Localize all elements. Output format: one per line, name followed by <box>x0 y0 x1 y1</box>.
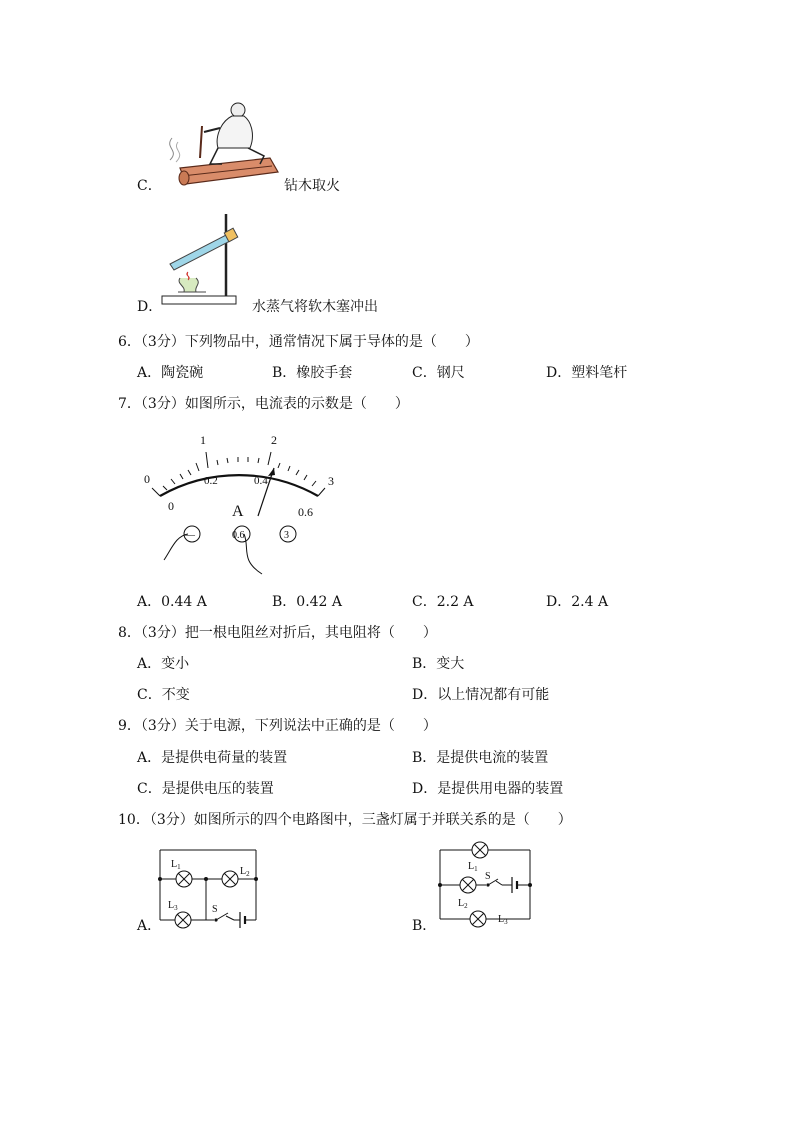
junction-left-b <box>438 883 442 887</box>
label-l3-a: $L_3$ <box>168 900 178 912</box>
q8-option-d: D．以上情况都有可能 <box>412 687 550 703</box>
lower-scale-0-4: 0.4 <box>254 475 268 487</box>
lower-scale-0: 0 <box>168 499 174 513</box>
q10-stem: 10．（3分）如图所示的四个电路图中，三盏灯属于并联关系的是（ ） <box>118 812 572 828</box>
label-l3-b: $L_3$ <box>498 914 508 926</box>
ammeter-dial <box>132 428 352 578</box>
q6-option-a: A．陶瓷碗 <box>137 365 204 381</box>
q8-option-b: B．变大 <box>412 656 465 672</box>
lamp-l1-a <box>176 871 192 887</box>
terminal-negative-label: — <box>185 530 195 541</box>
q9-option-a: A．是提供电荷量的装置 <box>137 750 288 766</box>
q9-stem: 9．（3分）关于电源，下列说法中正确的是（ ） <box>118 718 437 734</box>
steam-cork-figure <box>158 212 240 308</box>
upper-scale-3: 3 <box>328 474 334 488</box>
ammeter-unit: A <box>232 503 244 520</box>
lamp-l3-b <box>470 911 486 927</box>
circuit-b <box>436 838 536 934</box>
upper-scale-0: 0 <box>144 472 150 486</box>
q10-option-a: A． <box>137 918 162 934</box>
drilling-fire-figure <box>160 98 284 190</box>
q7-stem: 7．（3分）如图所示，电流表的示数是（ ） <box>118 396 409 412</box>
q7-option-c: C．2.2 A <box>412 594 474 610</box>
junction-right-b <box>528 883 532 887</box>
q8-option-c: C．不变 <box>137 687 190 703</box>
lamp-l2-b <box>460 877 476 893</box>
label-l2-b: $L_2$ <box>458 898 468 910</box>
junction-left-a <box>158 877 162 881</box>
q10-option-b: B． <box>412 918 437 934</box>
option-d-letter: D． <box>137 299 163 315</box>
terminal-0-6-label: 0.6 <box>232 530 245 541</box>
label-l2-a: $L_2$ <box>240 866 250 878</box>
lamp-l2-a <box>222 871 238 887</box>
q6-stem: 6．（3分）下列物品中，通常情况下属于导体的是（ ） <box>118 334 479 350</box>
q6-option-b: B．橡胶手套 <box>272 365 353 381</box>
junction-mid-a <box>204 877 208 881</box>
needle-arrowhead <box>268 468 275 476</box>
q8-stem: 8．（3分）把一根电阻丝对折后，其电阻将（ ） <box>118 625 437 641</box>
q6-option-d: D．塑料笔杆 <box>546 365 628 381</box>
q6-option-c: C．钢尺 <box>412 365 465 381</box>
q9-option-d: D．是提供用电器的装置 <box>412 781 564 797</box>
label-s-a: S <box>212 904 218 915</box>
terminal-3-label: 3 <box>284 530 289 541</box>
option-c-letter: C． <box>137 178 162 194</box>
lower-scale-0-6: 0.6 <box>298 505 313 519</box>
upper-scale-2: 2 <box>271 433 277 447</box>
option-c-caption: 钻木取火 <box>284 178 340 194</box>
q9-option-c: C．是提供电压的装置 <box>137 781 274 797</box>
lower-scale-0-2: 0.2 <box>204 475 218 487</box>
circuit-a <box>156 846 264 934</box>
lamp-l3-a <box>175 912 191 928</box>
q7-option-a: A．0.44 A <box>137 594 207 610</box>
option-d-caption: 水蒸气将软木塞冲出 <box>252 299 378 315</box>
q8-option-a: A．变小 <box>137 656 190 672</box>
q7-option-d: D．2.4 A <box>546 594 609 610</box>
q7-option-b: B．0.42 A <box>272 594 343 610</box>
q9-option-b: B．是提供电流的装置 <box>412 750 549 766</box>
label-s-b: S <box>485 871 491 882</box>
label-l1-b: $L_1$ <box>468 861 478 873</box>
label-l1-a: $L_1$ <box>171 859 181 871</box>
upper-scale-1: 1 <box>200 433 206 447</box>
junction-right-a <box>254 877 258 881</box>
lamp-l1-b <box>472 842 488 858</box>
